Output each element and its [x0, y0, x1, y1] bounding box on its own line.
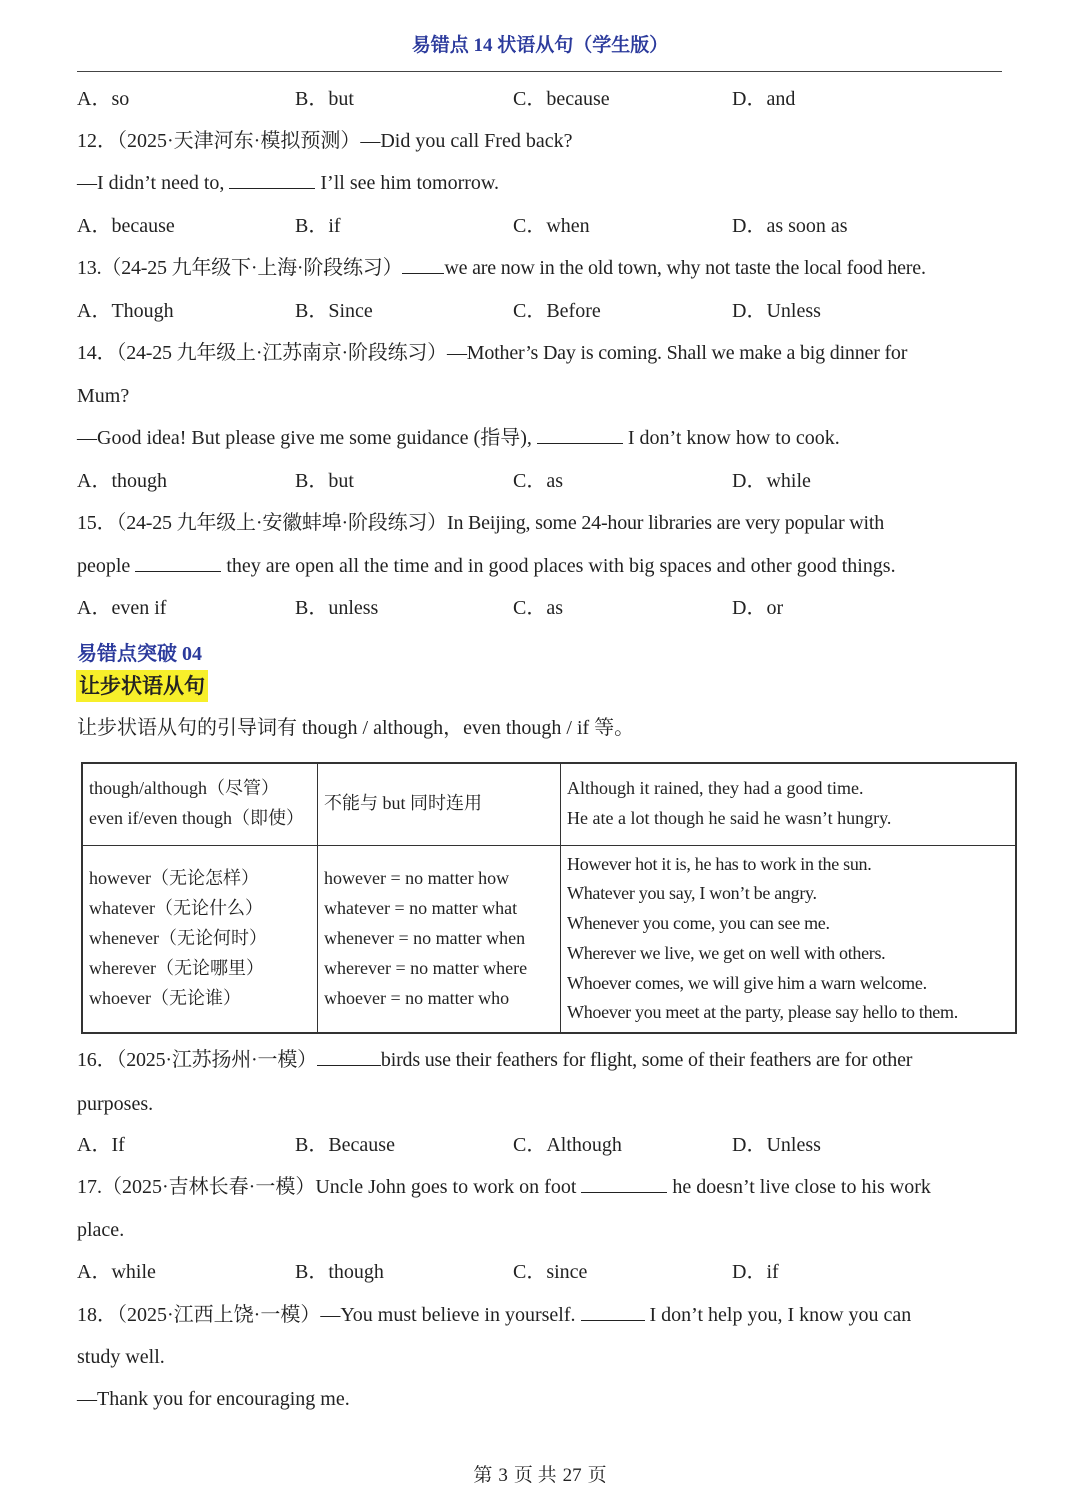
question-18-stem-cont: study well.	[77, 1346, 165, 1368]
answer-blank[interactable]	[135, 553, 221, 572]
option-b: B．but	[295, 88, 354, 110]
answer-blank[interactable]	[581, 1174, 667, 1193]
option-b: B．Since	[295, 300, 373, 322]
option-a: A．because	[77, 215, 175, 237]
answer-blank[interactable]	[229, 170, 315, 189]
question-17-stem-cont: place.	[77, 1219, 125, 1241]
table-cell-conjunctions: however（无论怎样） whatever（无论什么） whenever（无论何时） wherever（无论哪里） whoever（无论谁）	[82, 845, 318, 1033]
prev-question-options	[77, 86, 1007, 112]
question-14-reply-before: —Good idea! But please give me some guidance (指导),	[77, 427, 532, 449]
option-b: B．but	[295, 470, 354, 492]
current-page: 3	[498, 1465, 508, 1486]
table-row	[82, 763, 1016, 845]
section-subtitle: 让步状语从句	[76, 670, 208, 702]
option-c: C．Before	[513, 300, 601, 322]
question-13-stem	[77, 255, 1007, 281]
table-cell-usage: 不能与 but 同时连用	[318, 763, 561, 845]
question-13-options	[77, 298, 1007, 324]
question-13-after: we are now in the old town, why not taste the local food here.	[444, 257, 926, 279]
question-14-stem-cont: Mum?	[77, 385, 130, 407]
table-cell-examples: However hot it is, he has to work in the sun. Whatever you say, I won’t be angry. Whenever you come, you can see me. Wherever we live, we get on well with others. Whoever comes, we will give him a warn welcome. Whoever you meet at the party, please say hello to them.	[561, 845, 1017, 1033]
option-c: C．Although	[513, 1134, 622, 1156]
question-12-reply-after: I’ll see him tomorrow.	[320, 172, 500, 194]
question-12-stem: 12．（2025·天津河东·模拟预测）—Did you call Fred back?	[77, 130, 573, 152]
option-c: C．as	[513, 470, 563, 492]
answer-blank[interactable]	[402, 255, 444, 274]
option-a: A．while	[77, 1261, 156, 1283]
question-17-options	[77, 1259, 1007, 1285]
option-b: B．though	[295, 1261, 384, 1283]
question-14-reply-after: I don’t know how to cook.	[627, 427, 840, 449]
option-d: D．while	[732, 470, 811, 492]
table-cell-conjunctions: though/although（尽管） even if/even though（即使）	[82, 763, 318, 845]
question-18-after: I don’t help you, I know you can	[649, 1304, 912, 1326]
question-14-reply	[77, 425, 1007, 451]
question-18-stem	[77, 1302, 1007, 1328]
option-d: D．or	[732, 597, 784, 619]
option-a: A．If	[77, 1134, 125, 1156]
answer-blank[interactable]	[581, 1302, 645, 1321]
option-a: A．though	[77, 470, 167, 492]
answer-blank[interactable]	[317, 1047, 381, 1066]
question-12-reply	[77, 170, 1007, 196]
total-pages: 27	[562, 1465, 582, 1486]
option-c: C．since	[513, 1261, 588, 1283]
question-17-before: 17.（2025·吉林长春·一模）Uncle John goes to work on foot	[77, 1176, 577, 1198]
question-13-before: 13.（24-25 九年级下·上海·阶段练习）	[77, 257, 403, 279]
question-14-stem: 14．（24-25 九年级上·江苏南京·阶段练习）—Mother’s Day is coming. Shall we make a big dinner for	[77, 342, 908, 364]
table-cell-examples: Although it rained, they had a good time. He ate a lot though he said he wasn’t hungry.	[561, 763, 1017, 845]
option-d: D．Unless	[732, 300, 821, 322]
concession-clause-table	[81, 762, 1017, 1034]
option-d: D．if	[732, 1261, 779, 1283]
option-b: B．unless	[295, 597, 379, 619]
option-c: C．because	[513, 88, 610, 110]
table-row	[82, 845, 1016, 1033]
option-b: B．if	[295, 215, 341, 237]
question-12-reply-before: —I didn’t need to,	[77, 172, 225, 194]
section-title: 易错点突破 04	[77, 643, 202, 665]
question-15-options	[77, 595, 1007, 621]
question-18-before: 18．（2025·江西上饶·一模）—You must believe in yourself.	[77, 1304, 576, 1326]
option-a: A．even if	[77, 597, 167, 619]
question-18-reply: —Thank you for encouraging me.	[77, 1388, 350, 1410]
question-14-options	[77, 468, 1007, 494]
question-16-after: birds use their feathers for flight, some of their feathers are for other	[380, 1049, 913, 1071]
option-a: A．Though	[77, 300, 174, 322]
page-header-title: 易错点 14 状语从句（学生版）	[411, 35, 669, 56]
question-15-stem-cont	[77, 553, 1007, 579]
answer-blank[interactable]	[537, 425, 623, 444]
question-12-options	[77, 213, 1007, 239]
question-16-stem	[77, 1047, 1007, 1073]
page-number-footer: 第 3 页 共 27 页	[473, 1465, 607, 1486]
option-c: C．as	[513, 597, 563, 619]
question-15-before: people	[77, 555, 131, 577]
option-d: D．Unless	[732, 1134, 821, 1156]
question-17-after: he doesn’t live close to his work	[672, 1176, 931, 1198]
question-16-stem-cont: purposes.	[77, 1093, 154, 1115]
table-cell-usage: however = no matter how whatever = no matter what whenever = no matter when wherever = no matter where whoever = no matter who	[318, 845, 561, 1033]
option-b: B．Because	[295, 1134, 395, 1156]
question-16-options	[77, 1132, 1007, 1158]
question-17-stem	[77, 1174, 1007, 1200]
section-intro: 让步状语从句的引导词有 though / although，even though / if 等。	[77, 717, 635, 739]
option-d: D．as soon as	[732, 215, 848, 237]
question-16-before: 16．（2025·江苏扬州·一模）	[77, 1049, 317, 1071]
header-rule	[77, 71, 1002, 72]
option-a: A．so	[77, 88, 130, 110]
option-d: D．and	[732, 88, 796, 110]
question-15-after: they are open all the time and in good places with big spaces and other good things.	[226, 555, 896, 577]
question-15-stem: 15．（24-25 九年级上·安徽蚌埠·阶段练习）In Beijing, some 24-hour libraries are very popular with	[77, 512, 884, 534]
option-c: C．when	[513, 215, 590, 237]
